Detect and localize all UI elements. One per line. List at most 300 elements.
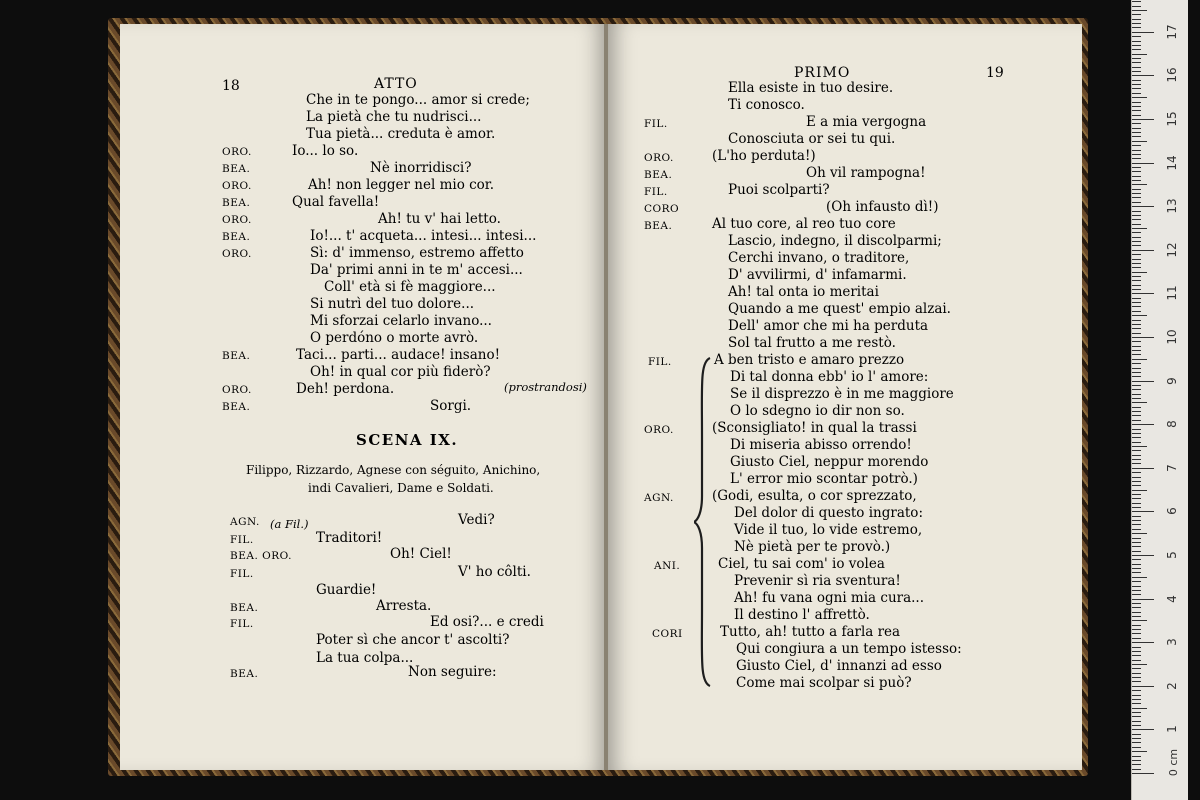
ruler-tick [1132,477,1141,478]
left-speaker: ORO. [222,384,252,396]
ruler-tick [1132,708,1147,709]
right-speaker: ORO. [644,152,674,164]
ruler-tick [1132,228,1147,229]
ruler-tick [1132,14,1141,15]
ruler-tick [1132,368,1141,369]
ruler-tick [1132,703,1141,704]
ruler-tick [1132,110,1141,111]
left-speaker: AGN. [230,516,260,528]
ruler-tick [1132,75,1154,76]
ruler-tick [1132,429,1141,430]
right-verse-line: Cerchi invano, o traditore, [728,250,910,266]
stage-direction: (prostrandosi) [504,380,587,394]
ruler-number: 1 [1165,725,1179,734]
ruler-number: 11 [1165,285,1179,302]
ruler-tick [1132,54,1147,55]
ruler-tick [1132,206,1154,207]
ruler-tick [1132,629,1141,630]
left-speaker: ORO. [222,214,252,226]
ruler-tick [1132,490,1147,491]
right-speaker: CORO [644,203,680,215]
ruler-tick [1132,311,1141,312]
ruler-tick [1132,176,1141,177]
ruler-tick [1132,581,1141,582]
right-verse-line: A ben tristo e amaro prezzo [714,352,905,368]
right-verse-line: Vide il tuo, lo vide estremo, [734,522,923,538]
left-speaker: BEA. [230,668,259,680]
left-verse-line: Oh! Ciel! [390,546,452,562]
ruler-tick [1132,289,1141,290]
left-verse-line: Arresta. [376,598,432,614]
ruler-tick [1132,324,1141,325]
ruler-tick [1132,1,1141,2]
characters-line-2: indi Cavalieri, Dame e Soldati. [308,481,494,495]
ruler-tick [1132,381,1154,382]
right-verse-line: Il destino l' affrettò. [734,607,870,623]
scene-title: SCENA IX. [356,431,459,449]
ruler-tick [1132,612,1141,613]
ruler-number: 12 [1165,242,1179,258]
ruler-tick [1132,625,1141,626]
left-verse-line: V' ho côlti. [458,564,531,580]
ruler-number: 16 [1165,67,1179,84]
ruler-tick [1132,677,1141,678]
ruler-tick [1132,158,1141,159]
ruler-tick [1132,197,1141,198]
ruler-tick [1132,115,1141,116]
ruler-tick [1132,437,1141,438]
ruler-number: 15 [1165,111,1179,127]
ruler-tick [1132,123,1141,124]
ruler-tick [1132,747,1141,748]
left-verse-line: Guardie! [316,582,377,598]
ruler-tick [1132,450,1141,451]
ruler-tick [1132,189,1141,190]
ruler-tick [1132,272,1147,273]
right-verse-line: Al tuo core, al reo tuo core [712,216,896,232]
ruler-tick [1132,376,1141,377]
ruler-tick [1132,259,1141,260]
ruler-tick [1132,41,1141,42]
left-verse-line: Coll' età si fè maggiore... [324,279,496,295]
left-verse-line: Da' primi anni in te m' accesi... [310,262,523,278]
left-verse-line: Che in te pongo... amor si crede; [306,92,530,108]
ruler-tick [1132,407,1141,408]
ruler-tick [1132,6,1141,7]
ruler-tick [1132,520,1141,521]
ruler-tick [1132,280,1141,281]
ruler-tick [1132,245,1141,246]
ruler-tick [1132,699,1141,700]
ruler-tick [1132,167,1141,168]
ruler-tick [1132,594,1141,595]
ruler-tick [1132,154,1141,155]
left-verse-line: Vedi? [458,512,495,528]
left-verse-line: Ah! non legger nel mio cor. [308,177,495,193]
right-speaker: BEA. [644,220,673,232]
ruler-tick [1132,93,1141,94]
ruler-tick [1132,668,1141,669]
ruler-tick [1132,507,1141,508]
ruler-tick [1132,80,1141,81]
ruler-tick [1132,559,1141,560]
ruler-tick [1132,620,1147,621]
ruler-tick [1132,642,1154,643]
ruler-tick [1132,516,1141,517]
ruler-tick [1132,320,1141,321]
ruler-tick [1132,712,1141,713]
ruler-number: 5 [1165,551,1179,559]
ruler-number: 13 [1165,198,1179,214]
ruler-tick [1132,760,1141,761]
left-verse-line: Sì: d' immenso, estremo affetto [310,245,524,261]
left-verse-line: Io!... t' acqueta... intesi... intesi... [310,228,537,244]
ruler-tick [1132,67,1141,68]
ruler-tick [1132,285,1141,286]
left-verse-line: Ed osi?... e credi [430,614,544,630]
right-verse-line: Oh vil rampogna! [806,165,926,181]
ruler-tick [1132,673,1141,674]
ruler-tick [1132,306,1141,307]
right-verse-line: D' avvilirmi, d' infamarmi. [728,267,907,283]
ruler-tick [1132,455,1141,456]
right-verse-line: Nè pietà per te provò.) [734,539,891,555]
right-verse-line: (Sconsigliato! in qual la trassi [712,420,917,436]
ruler-number: 8 [1165,420,1179,429]
ruler-tick [1132,141,1147,142]
ruler-tick [1132,681,1141,682]
ruler-tick [1132,333,1141,334]
ruler-tick [1132,106,1141,107]
right-verse-line: Di tal donna ebb' io l' amore: [730,369,929,385]
right-verse-line: Ti conosco. [728,97,805,113]
ruler-tick [1132,485,1141,486]
ruler-tick [1132,237,1141,238]
ruler-number: 4 [1165,594,1179,603]
left-verse-line: Non seguire: [408,664,497,680]
ruler-tick [1132,58,1141,59]
ruler-tick [1132,577,1147,578]
ruler-tick [1132,651,1141,652]
ruler-tick [1132,420,1141,421]
ruler-number: 14 [1165,154,1179,171]
ruler-tick [1132,145,1141,146]
left-verse-line: Mi sforzai celarlo invano... [310,313,492,329]
right-verse-line: Qui congiura a un tempo istesso: [736,641,962,657]
page-number-right: 19 [986,65,1004,81]
left-speaker: ORO. [222,180,252,192]
right-speaker: BEA. [644,169,673,181]
ruler-tick [1132,241,1141,242]
right-speaker: FIL. [644,118,668,130]
ruler-tick [1132,49,1141,50]
left-speaker: BEA. [230,602,259,614]
right-verse-line: Come mai scolpar si può? [736,675,912,691]
ruler-tick [1132,27,1141,28]
ruler-tick [1132,716,1141,717]
ruler-tick [1132,293,1154,294]
ruler-tick [1132,394,1141,395]
left-verse-line: Ah! tu v' hai letto. [378,211,501,227]
right-verse-line: Ah! tal onta io meritai [728,284,879,300]
left-verse-line: La tua colpa... [316,650,414,666]
right-verse-line: Conosciuta or sei tu qui. [728,131,896,147]
ruler-tick [1132,555,1154,556]
ruler-tick [1132,398,1141,399]
ruler-tick [1132,511,1154,512]
right-verse-line: (Oh infausto dì!) [826,199,939,215]
ruler-tick [1132,738,1141,739]
left-speaker: FIL. [230,568,254,580]
ruler-tick [1132,446,1147,447]
ruler-tick [1132,45,1141,46]
left-speaker: FIL. [230,534,254,546]
left-speaker: BEA. [222,231,251,243]
ruler-tick [1132,341,1141,342]
ruler-tick [1132,481,1141,482]
right-speaker: ANI. [654,560,681,572]
left-verse-line: Poter sì che ancor t' ascolti? [316,632,510,648]
left-verse-line: Taci... parti... audace! insano! [296,347,501,363]
ruler-tick [1132,769,1141,770]
ruler-tick [1132,468,1154,469]
ruler-tick [1132,350,1141,351]
right-verse-line: Lascio, indegno, il discolparmi; [728,233,942,249]
right-verse-line: Puoi scolparti? [728,182,830,198]
right-verse-line: Quando a me quest' empio alzai. [728,301,951,317]
ruler-tick [1132,389,1141,390]
ruler-tick [1132,411,1141,412]
ruler-tick [1132,119,1154,120]
ruler-tick [1132,328,1141,329]
ruler-tick [1132,254,1141,255]
left-verse-line: Si nutrì del tuo dolore... [310,296,475,312]
ruler-tick [1132,23,1141,24]
left-verse-line: Sorgi. [430,398,472,414]
ruler-tick [1132,62,1141,63]
ruler-tick [1132,572,1141,573]
ruler-tick [1132,729,1154,730]
ruler-tick [1132,128,1141,129]
ruler-tick [1132,655,1141,656]
ruler-tick [1132,219,1141,220]
ruler-tick [1132,315,1147,316]
right-verse-line: Del dolor di questo ingrato: [734,505,923,521]
ruler-tick [1132,773,1154,774]
ruler-tick [1132,503,1141,504]
ruler-number: 6 [1165,507,1179,516]
left-verse-line: Deh! perdona. [296,381,395,397]
right-speaker: ORO. [644,424,674,436]
ruler-tick [1132,102,1141,103]
ruler-tick [1132,529,1141,530]
left-verse-line: Nè inorridisci? [370,160,472,176]
ruler-number: 10 [1165,329,1179,345]
ruler-tick [1132,472,1141,473]
ruler-tick [1132,695,1141,696]
ruler-tick [1132,163,1154,164]
page-number-left: 18 [222,78,240,94]
ruler-tick [1132,433,1141,434]
ruler-tick [1132,415,1141,416]
ruler-tick [1132,132,1141,133]
left-speaker: ORO. [222,146,252,158]
ruler-tick [1132,215,1141,216]
ruler-tick [1132,638,1141,639]
ruler-tick [1132,354,1141,355]
ruler-tick [1132,568,1141,569]
ruler-tick [1132,524,1141,525]
left-speaker: BEA. [222,163,251,175]
ruler-tick [1132,538,1141,539]
ruler-tick [1132,603,1141,604]
ruler-tick [1132,372,1141,373]
ruler-tick [1132,136,1141,137]
ruler-tick [1132,633,1141,634]
right-verse-line: E a mia vergogna [806,114,927,130]
right-verse-line: Prevenir sì ria sventura! [734,573,901,589]
ruler-tick [1132,725,1141,726]
right-verse-line: Ciel, tu sai com' io volea [718,556,885,572]
ruler-number: 3 [1165,638,1179,647]
ruler-tick [1132,276,1141,277]
ruler-tick [1132,84,1141,85]
ruler-tick [1132,202,1141,203]
ruler-tick [1132,232,1141,233]
right-verse-line: (Godi, esulta, o cor sprezzato, [712,488,917,504]
ruler-tick [1132,764,1141,765]
agn-direction: (a Fil.) [270,517,309,531]
ruler-unit: 0 cm [1167,748,1181,777]
ruler-tick [1132,442,1141,443]
ruler-tick [1132,616,1141,617]
ruler-number: 7 [1165,463,1179,472]
ruler-tick [1132,298,1141,299]
right-speaker: FIL. [648,356,672,368]
left-speaker: BEA. [222,350,251,362]
ruler-tick [1132,346,1141,347]
right-verse-line: Dell' amor che mi ha perduta [728,318,929,334]
left-speaker: BEA. ORO. [230,550,292,562]
ruler-tick [1132,71,1141,72]
ruler-tick [1132,97,1147,98]
measuring-ruler [1131,0,1188,800]
ruler-tick [1132,402,1147,403]
curly-brace [694,356,716,688]
ruler-tick [1132,756,1141,757]
right-verse-line: Sol tal frutto a me restò. [728,335,896,351]
ruler-tick [1132,267,1141,268]
ruler-tick [1132,690,1141,691]
left-verse-line: Qual favella! [292,194,380,210]
left-speaker: ORO. [222,248,252,260]
left-verse-line: Traditori! [316,530,383,546]
ruler-tick [1132,302,1141,303]
ruler-tick [1132,586,1141,587]
ruler-tick [1132,498,1141,499]
left-verse-line: La pietà che tu nudrisci... [306,109,482,125]
ruler-tick [1132,337,1154,338]
ruler-tick [1132,533,1147,534]
ruler-tick [1132,721,1141,722]
running-head-right: PRIMO [794,65,851,81]
left-verse-line: Io... lo so. [292,143,359,159]
ruler-tick [1132,171,1141,172]
right-verse-line: Giusto Ciel, d' innanzi ad esso [736,658,942,674]
right-verse-line: Di miseria abisso orrendo! [730,437,912,453]
ruler-tick [1132,647,1141,648]
right-speaker: AGN. [644,492,674,504]
ruler-number: 17 [1165,24,1179,40]
ruler-tick [1132,32,1154,33]
ruler-number: 2 [1165,681,1179,690]
right-verse-line: O lo sdegno io dir non so. [730,403,905,419]
left-speaker: BEA. [222,197,251,209]
ruler-tick [1132,564,1141,565]
ruler-tick [1132,424,1154,425]
left-speaker: FIL. [230,618,254,630]
ruler-tick [1132,211,1141,212]
ruler-tick [1132,180,1141,181]
ruler-tick [1132,660,1141,661]
ruler-tick [1132,36,1141,37]
ruler-tick [1132,734,1141,735]
ruler-tick [1132,599,1154,600]
ruler-tick [1132,193,1141,194]
ruler-tick [1132,742,1141,743]
running-head-left: ATTO [374,76,418,92]
ruler-tick [1132,363,1141,364]
ruler-tick [1132,263,1141,264]
left-verse-line: O perdóno o morte avrò. [310,330,479,346]
ruler-tick [1132,494,1141,495]
right-verse-line: L' error mio scontar potrò.) [730,471,918,487]
right-verse-line: Giusto Ciel, neppur morendo [730,454,929,470]
ruler-tick [1132,88,1141,89]
ruler-tick [1132,463,1141,464]
right-verse-line: (L'ho perduta!) [712,148,816,164]
left-verse-line: Tua pietà... creduta è amor. [306,126,496,142]
ruler-tick [1132,184,1147,185]
right-verse-line: Se il disprezzo è in me maggiore [730,386,954,402]
ruler-tick [1132,250,1154,251]
ruler-tick [1132,19,1141,20]
right-verse-line: Ella esiste in tuo desire. [728,80,894,96]
ruler-tick [1132,590,1141,591]
ruler-tick [1132,150,1141,151]
ruler-tick [1132,751,1147,752]
ruler-tick [1132,224,1141,225]
right-verse-line: Tutto, ah! tutto a farla rea [720,624,901,640]
ruler-tick [1132,385,1141,386]
characters-line-1: Filippo, Rizzardo, Agnese con séguito, Anichino, [246,463,541,477]
right-speaker: CORI [652,628,683,640]
right-speaker: FIL. [644,186,668,198]
ruler-number: 9 [1165,376,1179,385]
left-speaker: BEA. [222,401,251,413]
right-verse-line: Ah! fu vana ogni mia cura... [734,590,925,606]
left-verse-line: Oh! in qual cor più fiderò? [310,364,491,380]
ruler-tick [1132,542,1141,543]
ruler-tick [1132,607,1141,608]
ruler-tick [1132,551,1141,552]
ruler-tick [1132,459,1141,460]
ruler-tick [1132,359,1147,360]
ruler-tick [1132,664,1147,665]
ruler-tick [1132,546,1141,547]
ruler-tick [1132,686,1154,687]
ruler-tick [1132,10,1147,11]
